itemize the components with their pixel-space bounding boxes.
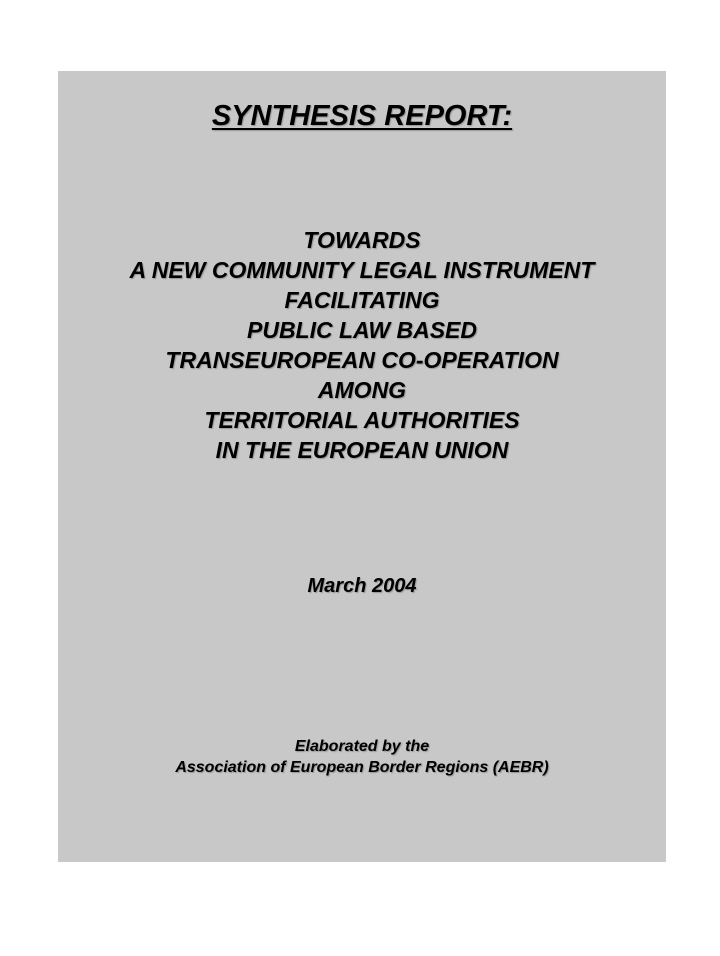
title-line: TERRITORIAL AUTHORITIES <box>204 407 520 433</box>
title-line: PUBLIC LAW BASED <box>247 317 477 343</box>
credit-organization: Association of European Border Regions (AEBR) <box>175 759 549 776</box>
title-line: TOWARDS <box>303 227 421 253</box>
credits <box>58 736 666 778</box>
cover-panel <box>58 71 666 862</box>
credit-prefix: Elaborated by the <box>294 738 430 755</box>
report-date: March 2004 <box>307 575 417 597</box>
title-line: A NEW COMMUNITY LEGAL INSTRUMENT <box>129 257 595 283</box>
title-line: FACILITATING <box>284 287 440 313</box>
report-title <box>58 225 666 465</box>
title-line: AMONG <box>317 377 407 403</box>
title-line: IN THE EUROPEAN UNION <box>215 437 509 463</box>
title-line: TRANSEUROPEAN CO-OPERATION <box>165 347 559 373</box>
report-label: SYNTHESIS REPORT: <box>211 100 513 132</box>
